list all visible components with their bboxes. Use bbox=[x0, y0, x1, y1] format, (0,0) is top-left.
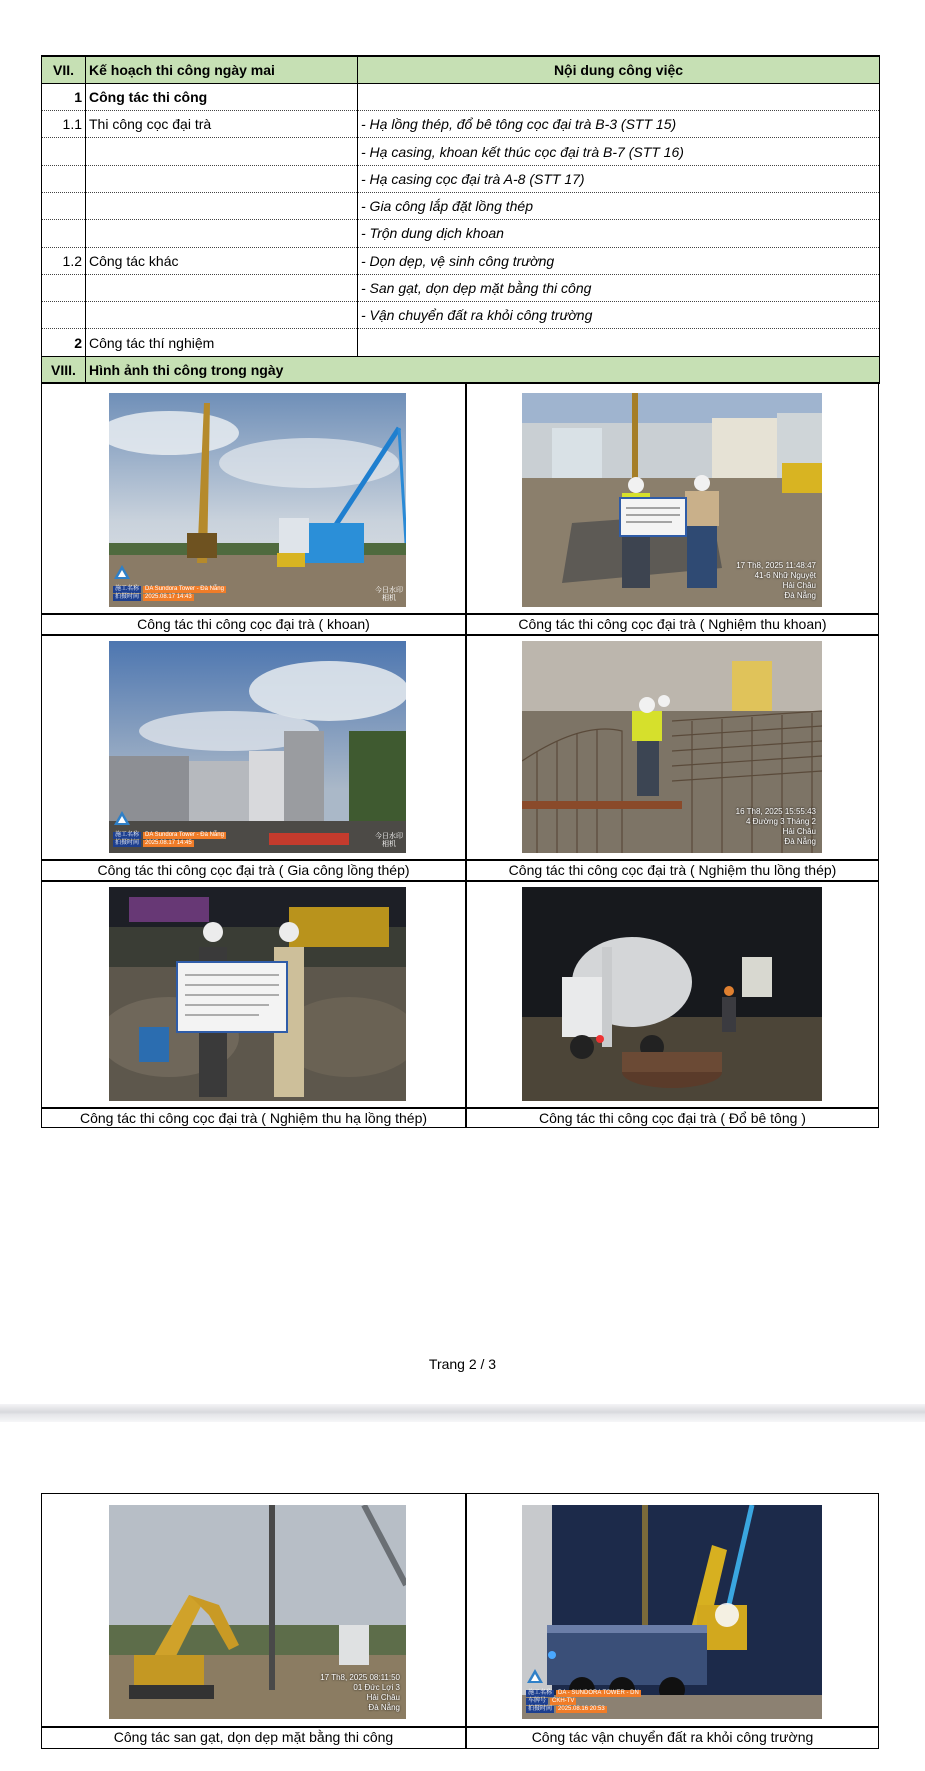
row-number: 1 bbox=[42, 83, 86, 110]
row-task bbox=[86, 165, 358, 192]
photo-concrete-pouring-image bbox=[522, 887, 822, 1101]
photos-section-number: VIII. bbox=[42, 356, 86, 383]
photo-cage-lowering-acceptance bbox=[109, 887, 406, 1101]
row-number bbox=[42, 302, 86, 329]
plan-row bbox=[42, 220, 880, 247]
photo-timestamp-stamp: 施工名称 DA Sundora Tower - Đà Nẵng 拍摄时间 2025.08.17 14:45 bbox=[113, 810, 217, 847]
row-content: - Trộn dung dịch khoan bbox=[358, 220, 880, 247]
row-task bbox=[86, 302, 358, 329]
company-logo-icon bbox=[113, 810, 131, 826]
watermark-app-label: 今日水印 相机 bbox=[375, 833, 403, 848]
plan-row bbox=[42, 192, 880, 219]
row-task: Công tác thi công bbox=[86, 83, 358, 110]
stamp-time: 2025.08.17 14:45 bbox=[145, 840, 192, 846]
photo-grid bbox=[41, 382, 879, 1128]
page-separator bbox=[0, 1404, 925, 1422]
row-content: - Hạ lồng thép, đổ bê tông cọc đại trà B-3 (STT 15) bbox=[358, 111, 880, 138]
stamp-project: DA Sundora Tower - Đà Nẵng bbox=[145, 832, 224, 838]
photo-cage-lowering-acceptance-image bbox=[109, 887, 406, 1101]
row-number bbox=[42, 220, 86, 247]
row-task: Công tác khác bbox=[86, 247, 358, 274]
plan-row bbox=[42, 302, 880, 329]
photo-location-overlay: 17 Th8, 2025 11:48:47 41-6 Nhữ Nguyệt Hải Châu Đà Nẵng bbox=[736, 561, 816, 600]
photo-grid-page-2 bbox=[41, 1493, 879, 1749]
photo-drilling-rig bbox=[109, 393, 406, 607]
construction-plan-table bbox=[41, 55, 880, 384]
content-header: Nội dung công việc bbox=[358, 56, 880, 83]
photo-caption: Công tác vận chuyển đất ra khỏi công trường bbox=[531, 1729, 814, 1745]
row-content: - Gia công lắp đặt lồng thép bbox=[358, 192, 880, 219]
photo-caption: Công tác thi công cọc đại trà ( Nghiệm thu lồng thép) bbox=[508, 862, 837, 878]
stamp-time: 2025.08.17 14:43 bbox=[145, 594, 192, 600]
photo-timestamp-stamp: 施工名称 DA Sundora Tower - Đà Nẵng 拍摄时间 2025.08.17 14:43 bbox=[113, 564, 217, 601]
section-title: Kế hoạch thi công ngày mai bbox=[86, 56, 358, 83]
plan-row bbox=[42, 329, 880, 356]
photos-section-header bbox=[42, 356, 880, 383]
photo-caption: Công tác thi công cọc đại trà ( Nghiệm thu hạ lồng thép) bbox=[79, 1110, 428, 1126]
photo-timestamp-stamp: 施工名称 DA - SUNDORA TOWER - DN 车牌号 CKH-TV 拍摄时间 2025.08.16 20:53 bbox=[526, 1668, 630, 1713]
photo-soil-transport bbox=[522, 1505, 822, 1719]
row-number bbox=[42, 165, 86, 192]
row-task bbox=[86, 138, 358, 165]
stamp-project: DA - SUNDORA TOWER - DN bbox=[558, 1690, 639, 1696]
stamp-project: DA Sundora Tower - Đà Nẵng bbox=[145, 586, 224, 592]
page-number: Trang 2 / 3 bbox=[428, 1356, 497, 1372]
row-number: 2 bbox=[42, 329, 86, 356]
photo-caption: Công tác thi công cọc đại trà ( Gia công lồng thép) bbox=[97, 862, 410, 878]
plan-row bbox=[42, 138, 880, 165]
row-number bbox=[42, 274, 86, 301]
photos-section-title: Hình ảnh thi công trong ngày bbox=[86, 356, 880, 383]
row-number bbox=[42, 138, 86, 165]
row-task bbox=[86, 192, 358, 219]
photo-location-overlay: 17 Th8, 2025 08:11:50 01 Đức Lợi 3 Hải Châu Đà Nẵng bbox=[320, 1673, 400, 1712]
row-task: Công tác thí nghiệm bbox=[86, 329, 358, 356]
row-task bbox=[86, 220, 358, 247]
row-task bbox=[86, 274, 358, 301]
section-number: VII. bbox=[42, 56, 86, 83]
photo-caption: Công tác thi công cọc đại trà ( khoan) bbox=[137, 616, 370, 632]
company-logo-icon bbox=[526, 1668, 544, 1684]
plan-row bbox=[42, 111, 880, 138]
plan-row bbox=[42, 274, 880, 301]
stamp-code: CKH-TV bbox=[552, 1698, 575, 1704]
row-content: - Hạ casing, khoan kết thúc cọc đại trà B-7 (STT 16) bbox=[358, 138, 880, 165]
company-logo-icon bbox=[113, 564, 131, 580]
photo-steel-cage-fabrication bbox=[109, 641, 406, 853]
photo-caption: Công tác thi công cọc đại trà ( Đổ bê tông ) bbox=[539, 1110, 806, 1126]
plan-row bbox=[42, 247, 880, 274]
watermark-app-label: 今日水印 相机 bbox=[375, 587, 403, 602]
row-number: 1.1 bbox=[42, 111, 86, 138]
row-content: - Dọn dẹp, vệ sinh công trường bbox=[358, 247, 880, 274]
row-task: Thi công cọc đại trà bbox=[86, 111, 358, 138]
photo-site-leveling bbox=[109, 1505, 406, 1719]
plan-header-row bbox=[42, 56, 880, 83]
photo-concrete-pouring bbox=[522, 887, 822, 1101]
photo-drilling-acceptance bbox=[522, 393, 822, 607]
row-content bbox=[358, 329, 880, 356]
photo-caption: Công tác san gạt, dọn dẹp mặt bằng thi công bbox=[113, 1729, 394, 1745]
photo-caption: Công tác thi công cọc đại trà ( Nghiệm thu khoan) bbox=[518, 616, 827, 632]
row-number bbox=[42, 192, 86, 219]
row-content: - Hạ casing cọc đại trà A-8 (STT 17) bbox=[358, 165, 880, 192]
photo-location-overlay: 16 Th8, 2025 15:55:43 4 Đường 3 Tháng 2 Hải Châu Đà Nẵng bbox=[735, 807, 816, 846]
row-content: - Vận chuyển đất ra khỏi công trường bbox=[358, 302, 880, 329]
plan-row bbox=[42, 165, 880, 192]
photo-steel-cage-acceptance bbox=[522, 641, 822, 853]
row-content bbox=[358, 83, 880, 110]
row-content: - San gạt, dọn dẹp mặt bằng thi công bbox=[358, 274, 880, 301]
plan-row bbox=[42, 83, 880, 110]
row-number: 1.2 bbox=[42, 247, 86, 274]
document-page-2 bbox=[0, 1422, 925, 1771]
stamp-time: 2025.08.16 20:53 bbox=[558, 1706, 605, 1712]
